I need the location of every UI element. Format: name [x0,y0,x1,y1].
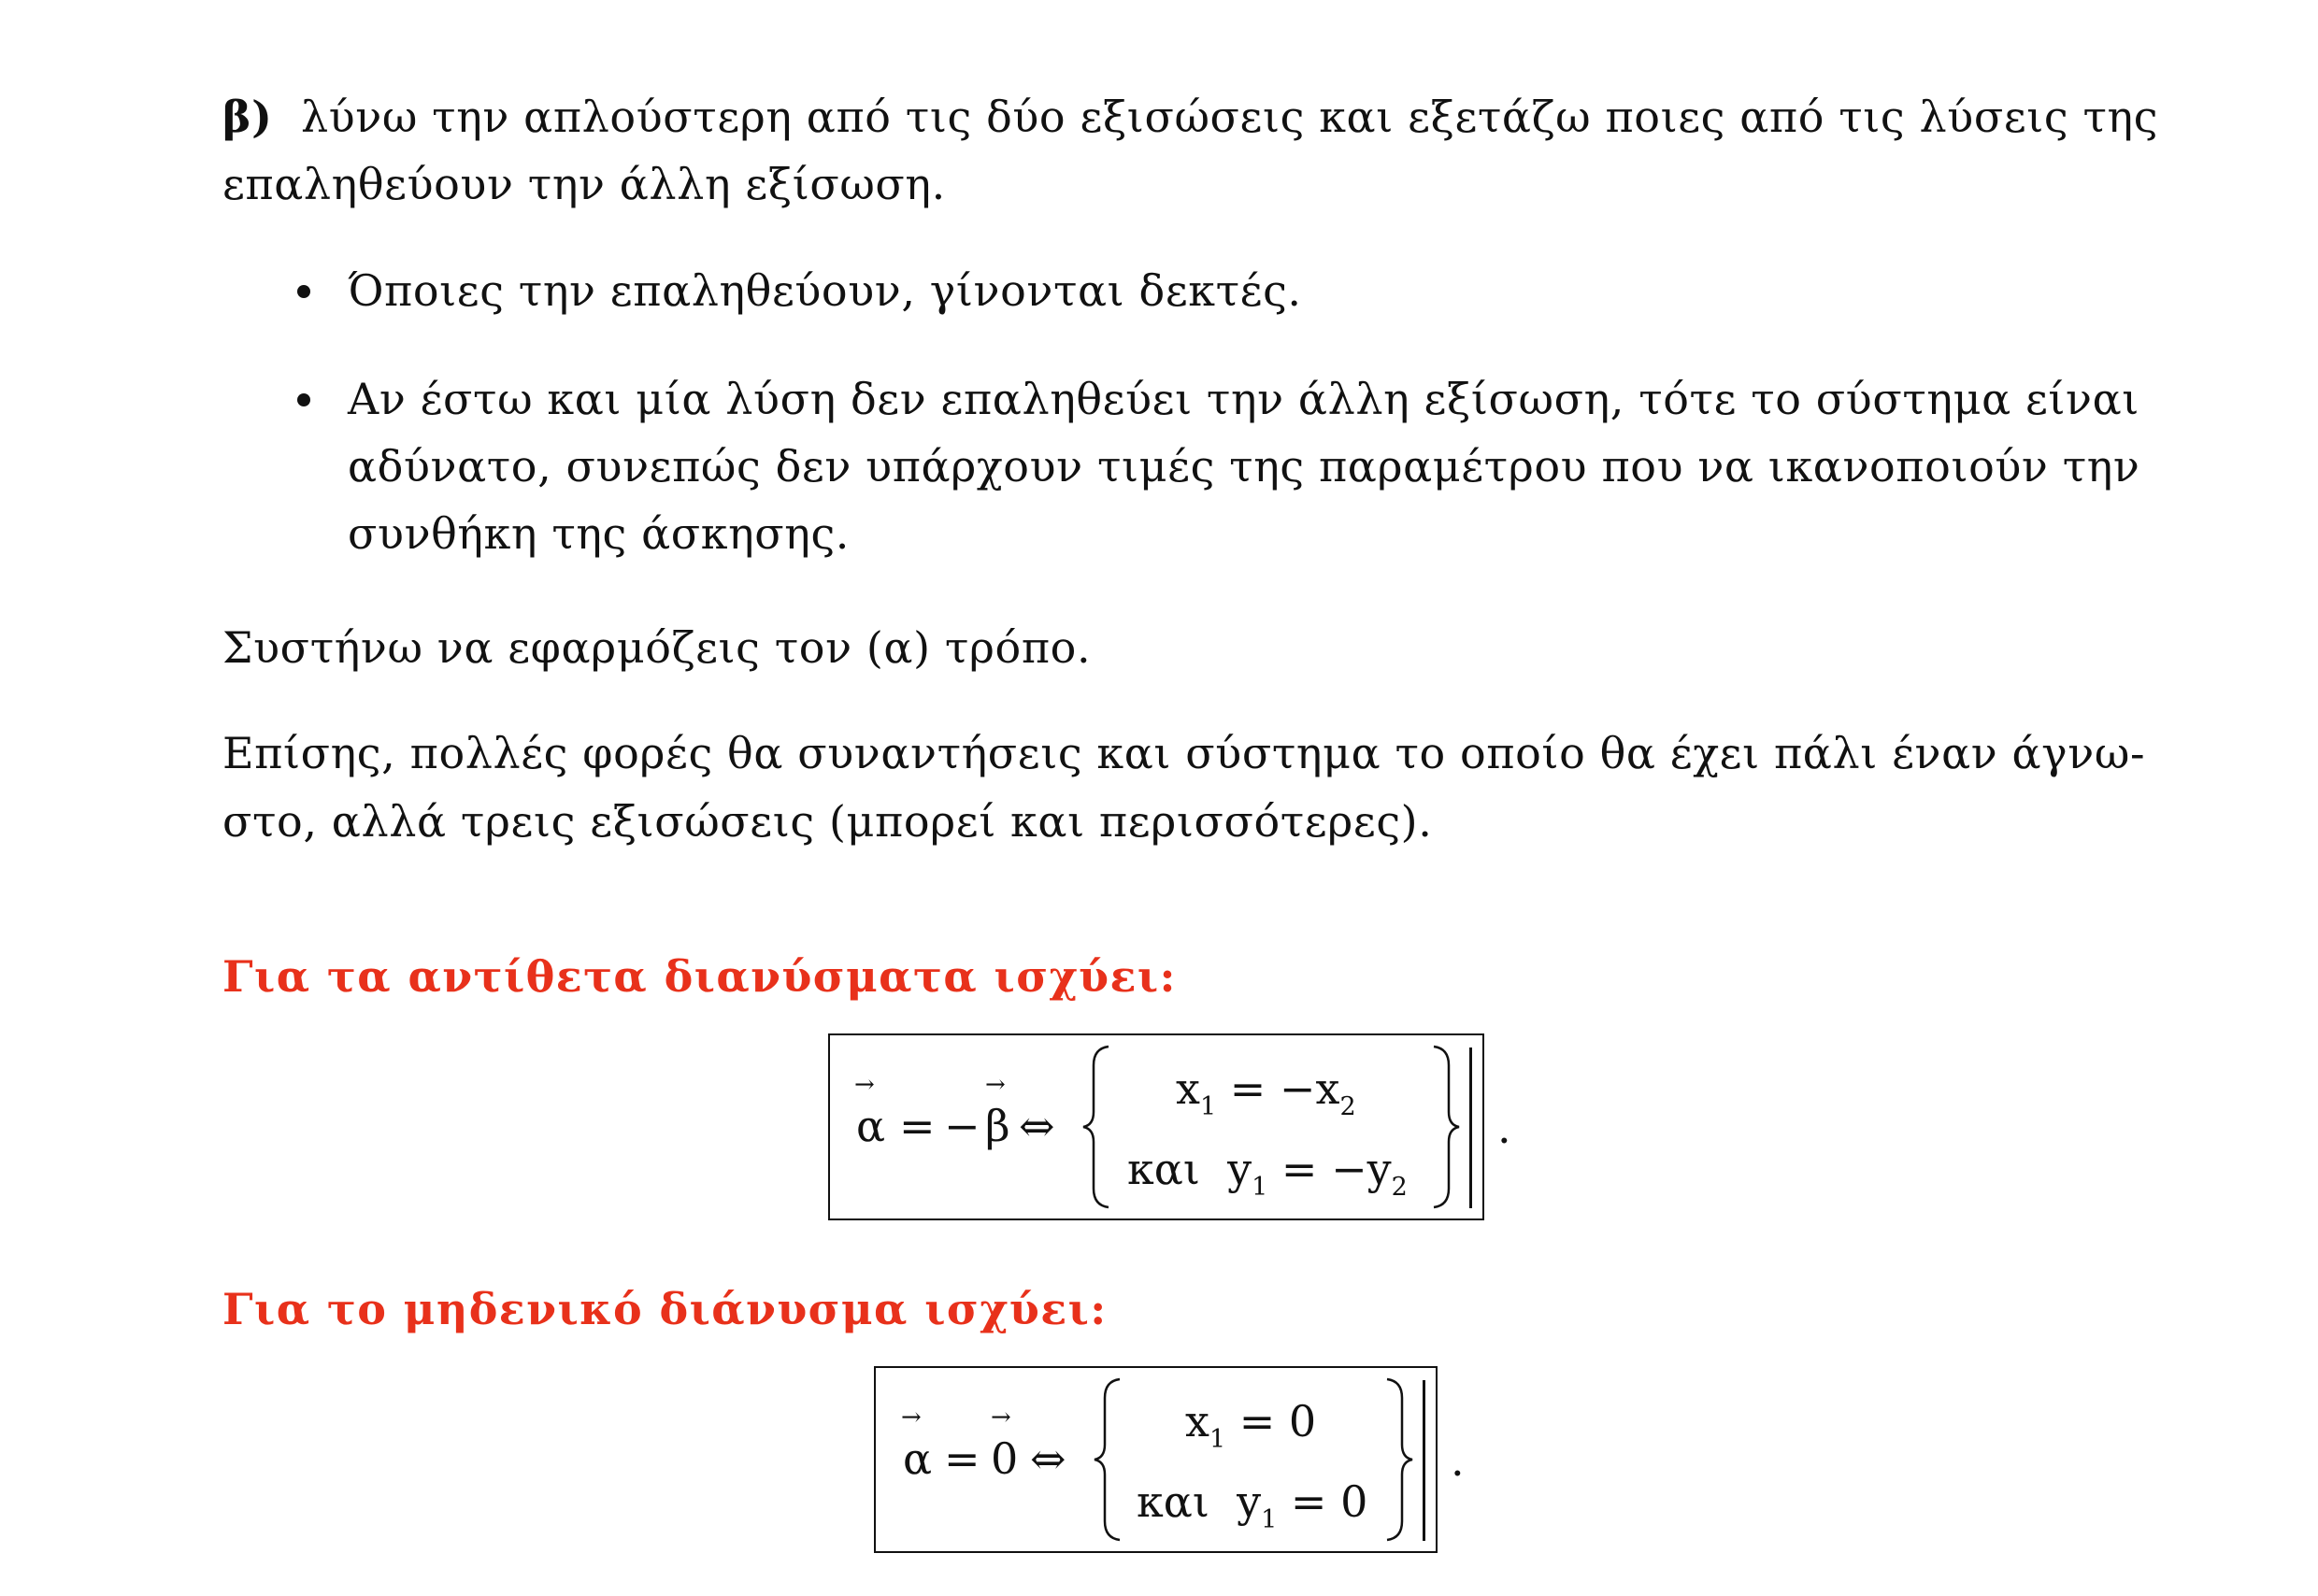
zero-left-brace-icon [1092,1377,1123,1542]
opposite-row1-op: = − [1229,1063,1316,1114]
zero-lhs-a: α [903,1433,933,1484]
opposite-row2-right: y [1366,1144,1392,1194]
opposite-lhs-b: β [985,1101,1010,1151]
opposite-row1 [1176,1063,1356,1121]
opposite-lhs-a: α [856,1101,886,1151]
zero-arrow-a-icon: → [901,1404,922,1432]
also-line2: στο, αλλά τρεις εξισώσεις (μπορεί και περισσότερες). [222,796,1433,847]
opposite-row1-left: x [1176,1063,1200,1114]
opposite-row2-op: = − [1281,1144,1367,1194]
opposite-box-inner-bar [1469,1047,1472,1208]
opposite-row1-right: x [1315,1063,1340,1114]
zero-row1-op: = 0 [1238,1396,1317,1446]
bullet-1-line1: Όποιες την επαληθεύουν, γίνονται δεκτές. [348,265,1302,316]
opposite-right-brace-icon [1430,1045,1462,1209]
zero-row2-left: y [1237,1476,1262,1527]
zero-eq: = [944,1433,980,1484]
zero-period: . [1451,1435,1465,1486]
opposite-row2 [1127,1144,1408,1202]
opposite-row2-left-sub: 1 [1252,1173,1268,1202]
opposite-left-brace-icon [1080,1045,1112,1209]
zero-row2-left-sub: 1 [1261,1505,1278,1534]
also-line1: Επίσης, πολλές φορές θα συναντήσεις και σύστημα το οποίο θα έχει πάλι έναν άγνω- [222,728,2146,778]
opposite-arrow-a-icon: → [854,1071,875,1099]
zero-row1 [1185,1396,1317,1454]
zero-row2-kai: και [1137,1476,1209,1527]
zero-box-inner-bar [1423,1380,1425,1541]
opposite-eq: = [899,1101,936,1151]
opposite-heading: Για τα αντίθετα διανύσματα ισχύει: [222,951,1177,1002]
recommend-text: Συστήνω να εφαρμόζεις τον (α) τρόπο. [222,622,1092,673]
zero-arrow-0-icon: → [991,1404,1011,1432]
opposite-row2-right-sub: 2 [1391,1173,1408,1202]
opposite-period: . [1497,1103,1511,1153]
paragraph-b-text1: λύνω την απλούστερη από τις δύο εξισώσεις και εξετάζω ποιες από τις λύσεις της [300,92,2159,142]
zero-right-brace-icon [1383,1377,1415,1542]
bullet-2-line3: συνθήκη της άσκησης. [348,508,851,559]
bullet-2-line2: αδύνατο, συνεπώς δεν υπάρχουν τιμές της παραμέτρου που να ικανοποιούν την [348,441,2140,492]
zero-iff: ⇔ [1030,1433,1066,1484]
zero-row2-op: = 0 [1290,1476,1368,1527]
zero-heading: Για το μηδενικό διάνυσμα ισχύει: [222,1284,1108,1334]
bullet-2-line1: Αν έστω και μία λύση δεν επαληθεύει την άλλη εξίσωση, τότε το σύστημα είναι [348,374,2139,424]
opposite-row2-left: y [1227,1144,1252,1194]
zero-row1-left: x [1185,1396,1209,1446]
paragraph-b-line2: επαληθεύουν την άλλη εξίσωση. [222,159,946,209]
zero-row1-left-sub: 1 [1209,1425,1226,1454]
bullet-dot-2 [297,393,310,406]
opposite-row2-kai: και [1127,1144,1200,1194]
opposite-row1-right-sub: 2 [1339,1092,1356,1121]
zero-row2 [1137,1476,1368,1534]
bullet-dot-1 [297,285,310,298]
zero-lhs-zero: 0 [991,1433,1019,1484]
opposite-row1-left-sub: 1 [1199,1092,1217,1121]
opposite-arrow-b-icon: → [985,1071,1006,1099]
paragraph-b-line1 [222,92,2159,142]
opposite-minus: − [944,1101,980,1151]
paragraph-b-label: β) [222,92,273,142]
opposite-iff: ⇔ [1019,1101,1055,1151]
